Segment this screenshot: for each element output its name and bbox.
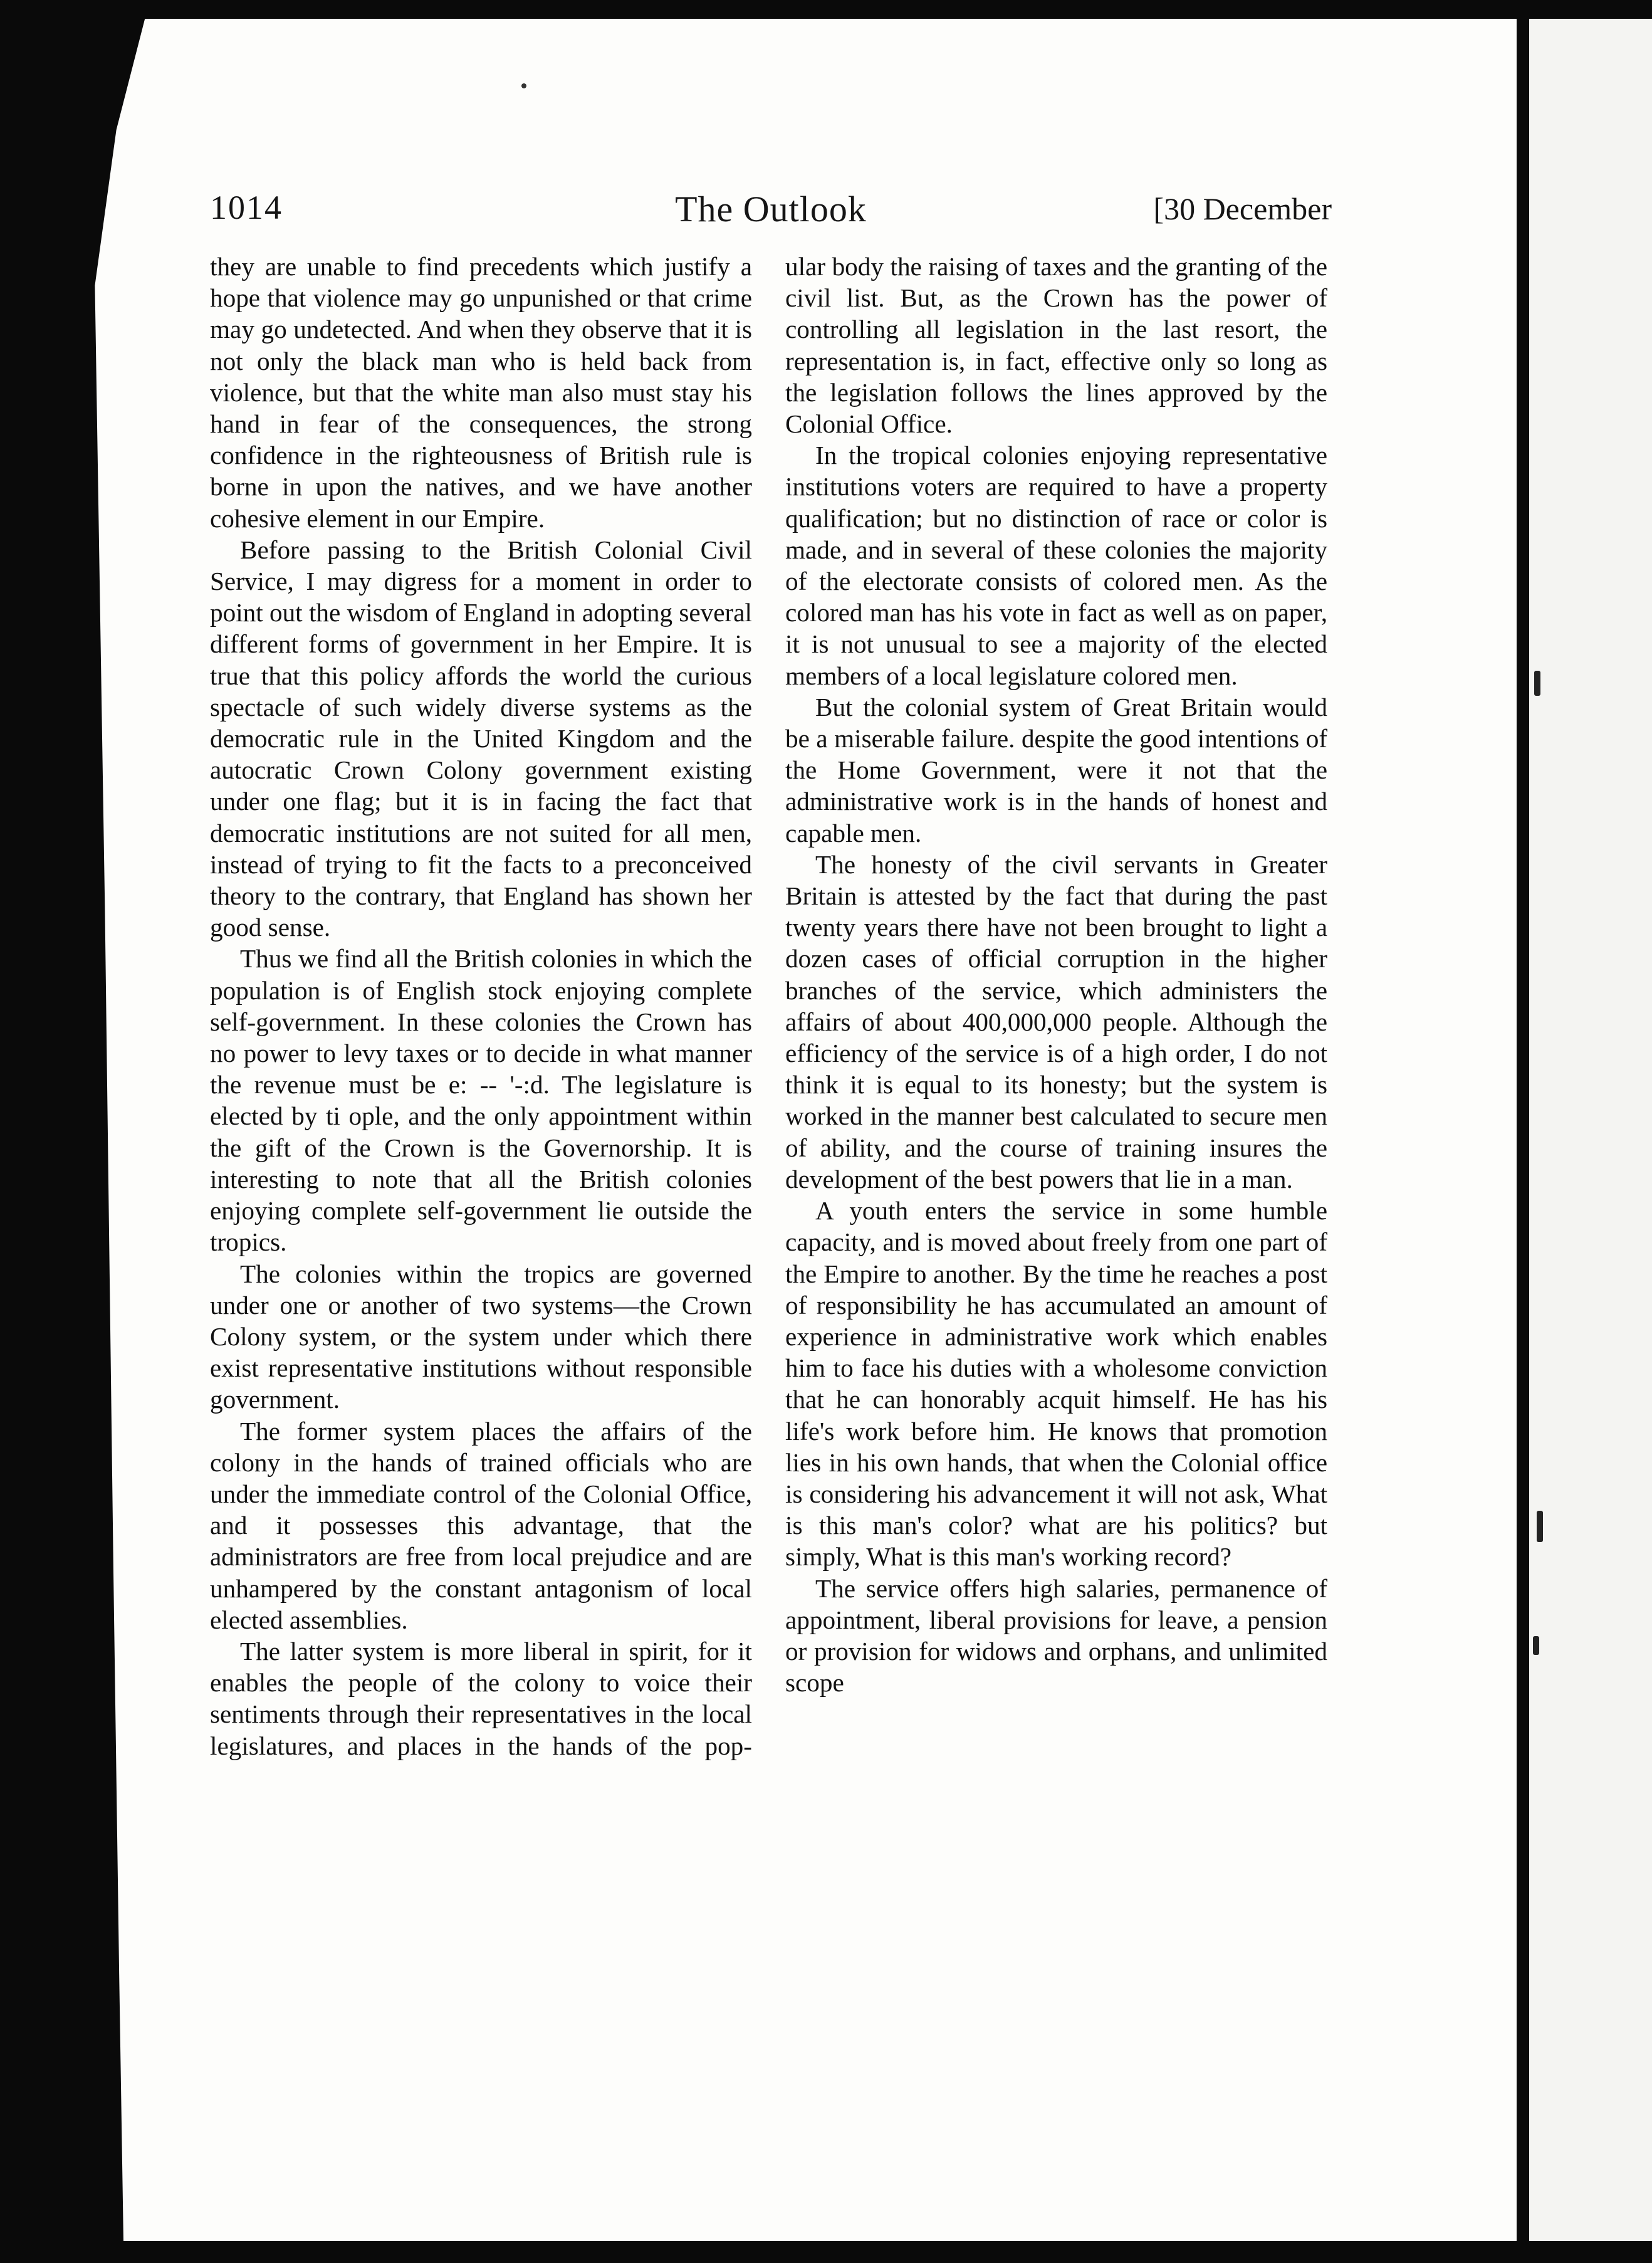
paragraph: they are unable to find precedents which justify a hope that violence may go unpunished or that crime may go undetected. And when they observe that it is not only the black man who is held back from violence, but that the white man also must stay his hand in fear of the consequences, the strong confidence in the righteousness of British rule is borne in upon the natives, and we have another cohesive element in our Empire.	[210, 252, 752, 533]
binding-mark	[1533, 1636, 1539, 1655]
paragraph: Thus we find all the British colonies in which the population is of English stock enjoying complete self-government. In these colonies the Crown has no power to levy taxes or to decide in what manner the revenue must be e: -- '-:d. The legislature is elected by ti ople, and the only appointment within the gift of the Crown is the Governorship. It is interesting to note that all the British colonies enjoying complete self-government lie outside the tropics.	[210, 944, 752, 1257]
paragraph: A youth enters the service in some humble capacity, and is moved about freely from one part of the Empire to another. By the time he reaches a post of responsibility he has accumulated an amount of experience in administrative work which enables him to face his duties with a wholesome conviction that he can honorably acquit himself. He has his life's work before him. He knows that promotion lies in his own hands, that when the Colonial office is considering his advancement it will not ask, What is this man's color? what are his politics? but simply, What is this man's working record?	[785, 1196, 1327, 1572]
right-column	[785, 251, 1327, 1698]
paragraph: ular body the raising of taxes and the granting of the civil list. But, as the Crown has the power of controlling all legislation in the last resort, the representation is, in fact, effective only so long as the legislation follows the lines approved by the Colonial Office.	[785, 252, 1327, 439]
paragraph: The colonies within the tropics are governed under one or another of two systems—the Crown Colony system, or the system under which there exist representative institutions without responsible government.	[210, 1259, 752, 1414]
left-column	[210, 251, 752, 1762]
paragraph: The service offers high salaries, permanence of appointment, liberal provisions for leave, a pension or provision for widows and orphans, and unlimited scope	[785, 1573, 1327, 1698]
adjacent-page-edge	[1529, 19, 1652, 2241]
paragraph: Before passing to the British Colonial Civil Service, I may digress for a moment in order to point out the wisdom of England in adopting several different forms of government in her Empire. It is true that this policy affords the world the curious spectacle of such widely diverse systems as the democratic rule in the United Kingdom and the autocratic Crown Colony government existing under one flag; but it is in facing the fact that democratic institutions are not suited for all men, instead of trying to fit the facts to a preconceived theory to the contrary, that England has shown her good sense.	[210, 535, 752, 942]
running-header	[210, 188, 1332, 232]
paragraph: The latter system is more liberal in spirit, for it enables the people of the colony to voice their sentiments through their representatives in the local legislatures, and places in the hands of the pop-	[210, 1636, 752, 1760]
binding-mark	[1537, 1511, 1543, 1542]
paragraph: In the tropical colonies enjoying representative institutions voters are required to have a property qualification; but no distinction of race or color is made, and in several of these colonies the majority of the electorate consists of colored men. As the colored man has his vote in fact as well as on paper, it is not unusual to see a majority of the elected members of a local legislature colored men.	[785, 441, 1327, 690]
paragraph: But the colonial system of Great Britain would be a miserable failure. despite the good intentions of the Home Government, were it not that the administrative work is in the hands of honest and capable men.	[785, 692, 1327, 848]
issue-date: [30 December	[1153, 191, 1332, 226]
speck	[521, 83, 526, 88]
publication-title: The Outlook	[675, 189, 867, 229]
binding-mark	[1534, 671, 1540, 696]
paragraph: The honesty of the civil servants in Greater Britain is attested by the fact that during the past twenty years there have not been brought to light a dozen cases of official corruption in the higher branches of the service, which administers the affairs of about 400,000,000 people. Although the efficiency of the service is of a high order, I do not think it is equal to its honesty; but the system is worked in the manner best calculated to secure men of ability, and the course of training insures the development of the best powers that lie in a man.	[785, 849, 1327, 1194]
paragraph: The former system places the affairs of the colony in the hands of trained officials who are under the immediate control of the Colonial Office, and it possesses this advantage, that the administrators are free from local prejudice and are unhampered by the constant antagonism of local elected assemblies.	[210, 1416, 752, 1634]
page-number: 1014	[210, 189, 283, 226]
